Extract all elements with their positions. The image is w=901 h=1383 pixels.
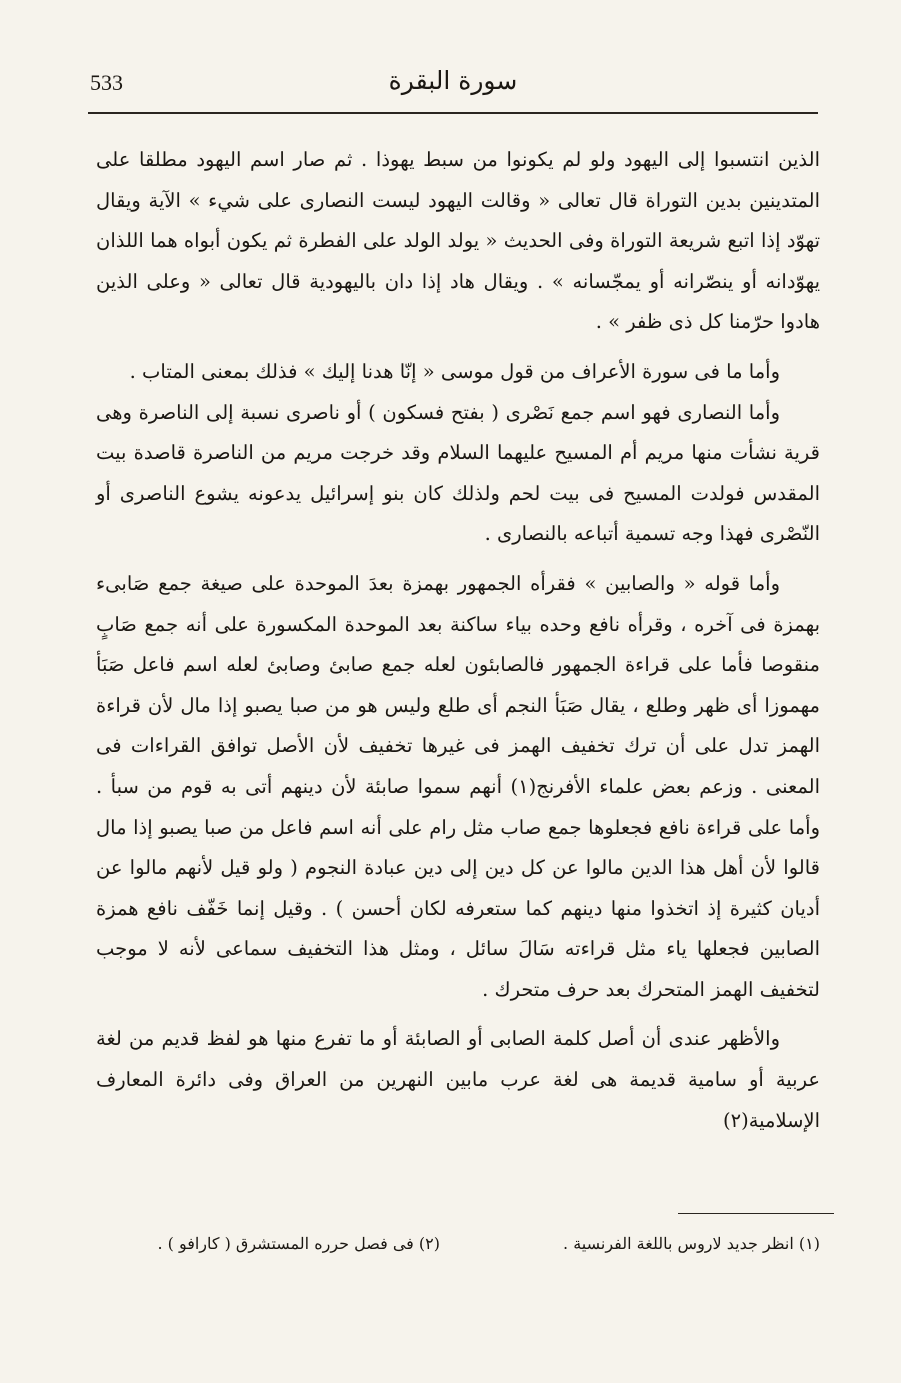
paragraph-sabians: وأما قوله « والصابين » فقرأه الجمهور بهمزة بعدَ الموحدة على صيغة جمع صَابىء بهمزة فى آخره ، وقرأه نافع وحده بياء ساكنة بعد الموحدة المكسورة على أنه جمع صَابٍ منقوصا فأما على قراءة الجمهور فالصابئون لعله جمع صابئ وصابئ لعله اسم فاعل صَبَأ مهموزا أى ظهر وطلع ، يقال صَبَأ النجم أى طلع وليس هو من صبا يصبو إذا مال لأن قراءة الهمز تدل على أن ترك تخفيف الهمز فى غيرها تخفيف لأن الأصل توافق القراءات فى المعنى . وزعم بعض علماء الأفرنج(١) أنهم سموا صابئة لأن دينهم أتى به قوم من سبأ . وأما على قراءة نافع فجعلوها جمع صاب مثل رام على أنه اسم فاعل من صبا يصبو إذا مال قالوا لأن أهل هذا الدين مالوا عن كل دين إلى دين عبادة النجوم ( ولو قيل لأنهم مالوا عن أديان كثيرة إذ اتخذوا منها دينهم كما ستعرفه لكان أحسن ) . وقيل إنما خَفّف نافع همزة الصابين فجعلها ياء مثل قراءته سَالَ سائل ، ومثل هذا التخفيف سماعى لأنه لا موجب لتخفيف الهمز المتحرك بعد حرف متحرك . xyxy=(96,571,820,1001)
footnotes xyxy=(96,1228,820,1262)
body-text xyxy=(96,140,820,1141)
paragraph-jews: الذين انتسبوا إلى اليهود ولو لم يكونوا من سبط يهوذا . ثم صار اسم اليهود مطلقا على المتدينين بدين التوراة قال تعالى « وقالت اليهود ليست النصارى على شيء » الآية ويقال تهوّد إذا اتبع شريعة التوراة وفى الحديث « يولد الولد على الفطرة ثم يكون أبواه هما اللذان يهوّدانه أو ينصّرانه أو يمجّسانه » . ويقال هاد إذا دان باليهودية قال تعالى « وعلى الذين هادوا حرّمنا كل ذى ظفر » . xyxy=(96,148,820,334)
footnote-divider xyxy=(678,1213,834,1214)
footnote-1: (١) انظر جديد لاروس باللغة الفرنسية . xyxy=(563,1234,820,1253)
page-header xyxy=(88,66,818,114)
paragraph-origin: والأظهر عندى أن أصل كلمة الصابى أو الصابئة أو ما تفرع منها هو لفظ قديم من لغة عربية أو سامية قديمة هى لغة عرب مابين النهرين من العراق وفى دائرة المعارف الإسلامية(٢) xyxy=(96,1027,820,1132)
paragraph-araf: وأما ما فى سورة الأعراف من قول موسى « إنّا هدنا إليك » فذلك بمعنى المتاب . xyxy=(129,359,780,383)
page-number: 533 xyxy=(90,70,123,95)
surah-title: سورة البقرة xyxy=(388,66,518,95)
paragraph-christians: وأما النصارى فهو اسم جمع نَصْرى ( بفتح فسكون ) أو ناصرى نسبة إلى الناصرة وهى قرية نشأت منها مريم أم المسيح عليهما السلام وقد خرجت مريم من الناصرة قاصدة بيت المقدس فولدت المسيح فى بيت لحم ولذلك كان بنو إسرائيل يدعونه يشوع الناصرى أو النّصْرى فهذا وجه تسمية أتباعه بالنصارى . xyxy=(96,400,820,546)
footnote-2: (٢) فى فصل حرره المستشرق ( كارافو ) . xyxy=(157,1234,440,1253)
